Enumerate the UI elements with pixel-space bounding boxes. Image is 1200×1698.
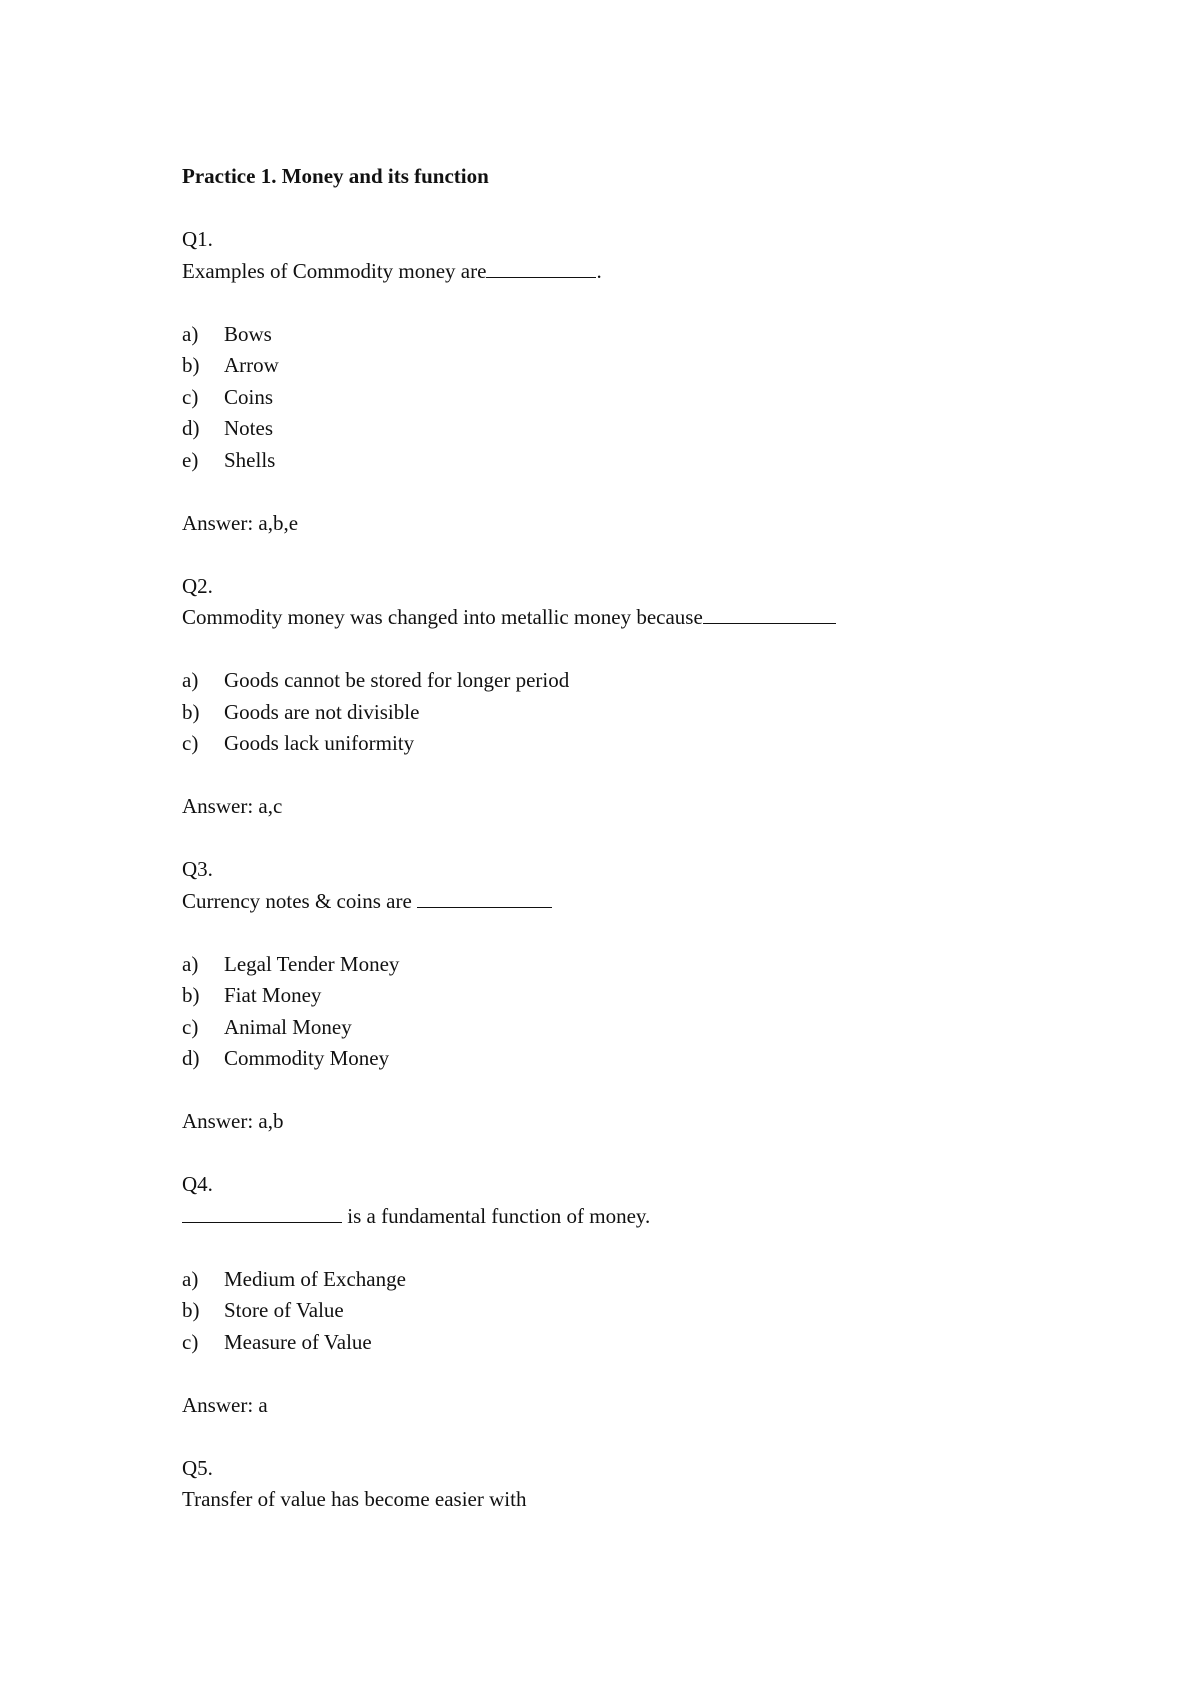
option-letter: a): [182, 951, 199, 976]
answer-line: Answer: a,c: [182, 794, 283, 818]
option-letter: a): [182, 321, 199, 346]
option-text: Legal Tender Money: [224, 951, 400, 976]
question-4: [182, 1169, 1082, 1421]
option-item: [182, 1295, 1082, 1327]
option-item: [182, 350, 1082, 382]
option-text: Bows: [224, 321, 272, 346]
option-text: Shells: [224, 447, 276, 472]
options-list: [182, 319, 1082, 477]
option-item: [182, 949, 1082, 981]
option-item: [182, 728, 1082, 760]
question-5: [182, 1453, 1082, 1516]
options-list: [182, 1264, 1082, 1359]
option-text: Notes: [224, 416, 273, 440]
option-letter: b): [182, 353, 200, 377]
option-text: Goods cannot be stored for longer period: [224, 668, 570, 692]
answer-blank: [417, 887, 552, 908]
question-text: [182, 1201, 1082, 1233]
option-text: Coins: [224, 384, 274, 409]
answer-line: Answer: a: [182, 1392, 268, 1417]
option-letter: b): [182, 983, 200, 1007]
option-letter: b): [182, 1298, 200, 1322]
option-item: [182, 697, 1082, 729]
option-item: [182, 445, 1082, 477]
question-number: Q3.: [182, 857, 213, 881]
option-text: Fiat Money: [224, 983, 322, 1007]
option-letter: c): [182, 384, 199, 409]
option-item: [182, 1327, 1082, 1359]
question-number: Q2.: [182, 573, 213, 598]
page-title: Practice 1. Money and its function: [182, 164, 489, 188]
question-1: [182, 224, 1082, 539]
option-text: Measure of Value: [224, 1329, 372, 1354]
option-text: Store of Value: [224, 1298, 344, 1322]
question-text: [182, 602, 1082, 634]
option-letter: c): [182, 731, 199, 755]
option-text: Animal Money: [224, 1014, 352, 1039]
question-text-part: .: [596, 258, 602, 283]
option-item: [182, 319, 1082, 351]
option-letter: e): [182, 447, 199, 472]
question-text: [182, 256, 1082, 288]
option-item: [182, 1043, 1082, 1075]
option-item: [182, 980, 1082, 1012]
answer-blank: [703, 603, 836, 624]
option-text: Arrow: [224, 353, 279, 377]
question-number: Q1.: [182, 227, 213, 251]
option-letter: d): [182, 416, 200, 440]
question-text-part: Examples of Commodity money are: [182, 258, 487, 283]
answer-line: Answer: a,b: [182, 1109, 284, 1133]
option-item: [182, 665, 1082, 697]
option-letter: c): [182, 1329, 199, 1354]
question-text-part: Currency notes & coins are: [182, 888, 418, 913]
answer-line: Answer: a,b,e: [182, 510, 299, 535]
option-item: [182, 382, 1082, 414]
question-text-part: Commodity money was changed into metallic money because: [182, 605, 703, 629]
question-number: Q5.: [182, 1455, 213, 1480]
option-text: Goods lack uniformity: [224, 731, 415, 755]
option-item: [182, 1264, 1082, 1296]
option-text: Medium of Exchange: [224, 1266, 406, 1291]
question-text-part: is a fundamental function of money.: [342, 1203, 651, 1228]
answer-blank: [486, 257, 596, 278]
question-number: Q4.: [182, 1172, 213, 1196]
option-item: [182, 1012, 1082, 1044]
option-letter: a): [182, 668, 199, 692]
option-letter: d): [182, 1046, 200, 1070]
option-letter: b): [182, 699, 200, 724]
option-letter: a): [182, 1266, 199, 1291]
document-page: [182, 161, 1082, 1516]
question-2: [182, 571, 1082, 823]
options-list: [182, 665, 1082, 760]
question-text: [182, 886, 1082, 918]
option-item: [182, 413, 1082, 445]
options-list: [182, 949, 1082, 1075]
option-text: Goods are not divisible: [224, 699, 420, 724]
option-text: Commodity Money: [224, 1046, 390, 1070]
question-3: [182, 854, 1082, 1138]
option-letter: c): [182, 1014, 199, 1039]
answer-blank: [182, 1202, 342, 1223]
question-text: Transfer of value has become easier with: [182, 1487, 527, 1511]
